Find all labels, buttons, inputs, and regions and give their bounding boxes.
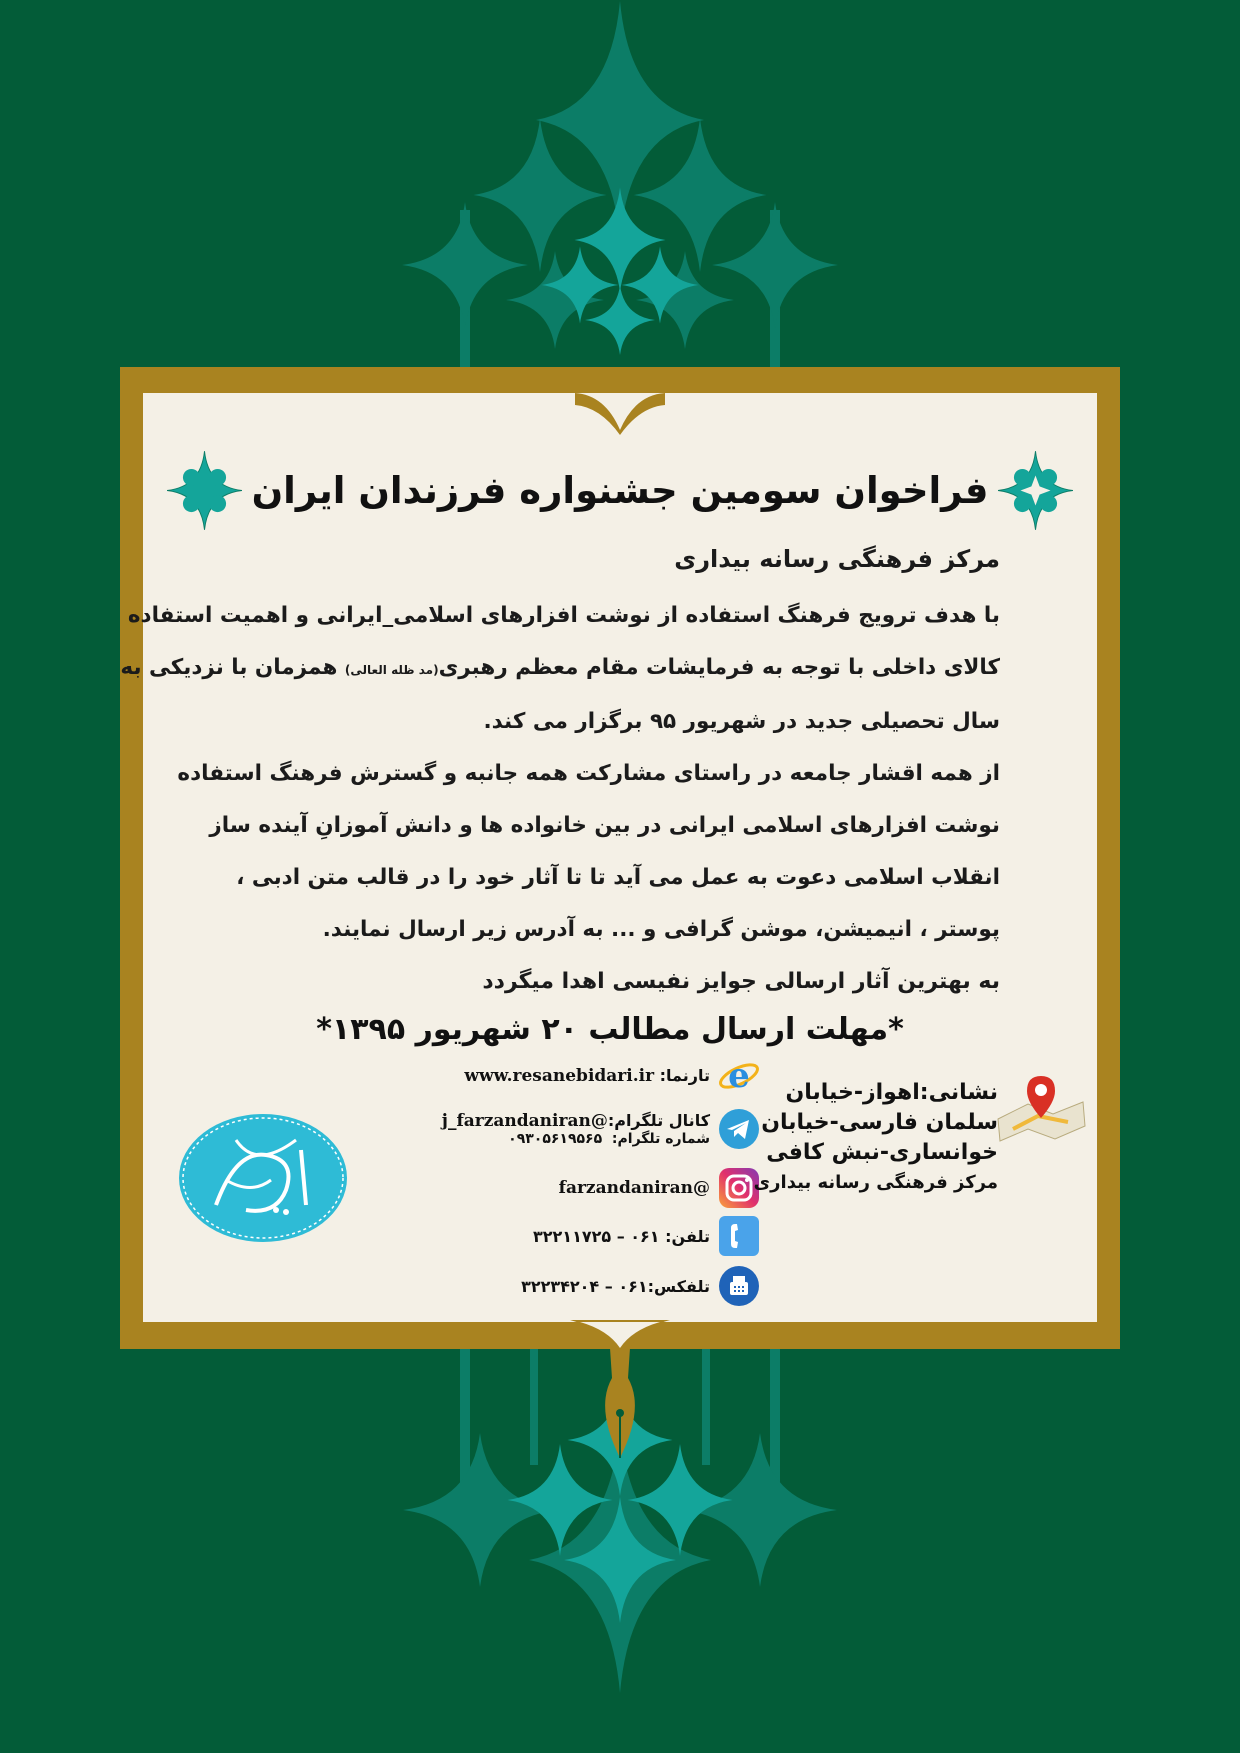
instagram-row[interactable] [559, 1167, 760, 1209]
page-title: فراخوان سومین جشنواره فرزندان ایران [251, 468, 989, 512]
website-text: تارنما: www.resanebidari.ir [464, 1066, 710, 1086]
instagram-handle[interactable]: @farzandaniran [558, 1178, 710, 1198]
telegram-number[interactable]: ۰۹۳۰۵۶۱۹۵۶۵ [508, 1131, 603, 1147]
internet-explorer-icon [718, 1055, 760, 1097]
instagram-text [559, 1178, 710, 1198]
address-line: خوانساری-نبش کافی [766, 1140, 998, 1165]
card-top-notch [575, 385, 665, 435]
paragraph-line: نوشت افزارهای اسلامی ایرانی در بین خانواده ها و دانش آموزانِ آینده ساز [209, 813, 1000, 838]
address-organization: مرکز فرهنگی رسانه بیداری [753, 1172, 998, 1193]
title-row [143, 445, 1097, 535]
pen-nib-icon [570, 1318, 670, 1478]
fax-row[interactable] [521, 1265, 760, 1307]
fax-text: تلفکس:۰۶۱ – ۳۲۲۳۴۲۰۴ [521, 1276, 710, 1296]
paragraph-line: سال تحصیلی جدید در شهریور ۹۵ برگزار می کند. [483, 709, 1000, 734]
phone-text: تلفن: ۰۶۱ – ۳۲۲۱۱۷۲۵ [533, 1226, 710, 1246]
paragraph-line: کالای داخلی با توجه به فرمایشات مقام معظم رهبری(مد ظله العالی) همزمان با نزدیکی به [120, 655, 1000, 680]
announcement-body [120, 540, 1000, 1008]
website-row[interactable] [464, 1055, 760, 1097]
address-line: نشانی:اهواز-خیابان [785, 1080, 998, 1105]
paragraph-line: انقلاب اسلامی دعوت به عمل می آید تا تا آثار خود را در قالب متن ادبی ، [236, 865, 1000, 890]
map-pin-icon [993, 1074, 1088, 1144]
telegram-row[interactable] [442, 1108, 760, 1150]
phone-icon [718, 1215, 760, 1257]
telegram-icon [718, 1108, 760, 1150]
prize-line: به بهترین آثار ارسالی جوایز نفیسی اهدا میگردد [482, 969, 1000, 994]
phone-row[interactable] [533, 1215, 760, 1257]
calligraphy-seal-logo [176, 1110, 351, 1245]
address-block [753, 1078, 998, 1198]
star-ornament-icon [167, 448, 242, 533]
fax-number[interactable]: ۰۶۱ – ۳۲۲۳۴۲۰۴ [521, 1276, 648, 1296]
telegram-channel[interactable]: @j_farzandaniran [441, 1111, 608, 1131]
organization-name: مرکز فرهنگی رسانه بیداری [674, 545, 1000, 573]
honorific: (مد ظله العالی) [344, 663, 439, 677]
paragraph-line: با هدف ترویج فرهنگ استفاده از نوشت افزارهای اسلامی_ایرانی و اهمیت استفاده [127, 603, 1000, 628]
paragraph-line: از همه اقشار جامعه در راستای مشارکت همه جانبه و گسترش فرهنگ استفاده [177, 761, 1000, 786]
address-line: سلمان فارسی-خیابان [761, 1110, 998, 1135]
telegram-text: کانال تلگرام:@j_farzandaniran شماره تلگرام: ۰۹۳۰۵۶۱۹۵۶۵ [441, 1111, 710, 1147]
deadline: *مهلت ارسال مطالب ۲۰ شهریور ۱۳۹۵* [316, 1012, 904, 1047]
website-link[interactable]: www.resanebidari.ir [464, 1066, 655, 1086]
phone-number[interactable]: ۰۶۱ – ۳۲۲۱۱۷۲۵ [533, 1226, 660, 1246]
star-ornament-icon [998, 448, 1073, 533]
fax-icon [718, 1265, 760, 1307]
svg-text:e: e [728, 1056, 750, 1096]
paragraph-line: پوستر ، انیمیشن، موشن گرافی و ... به آدرس زیر ارسال نمایند. [322, 917, 1000, 942]
